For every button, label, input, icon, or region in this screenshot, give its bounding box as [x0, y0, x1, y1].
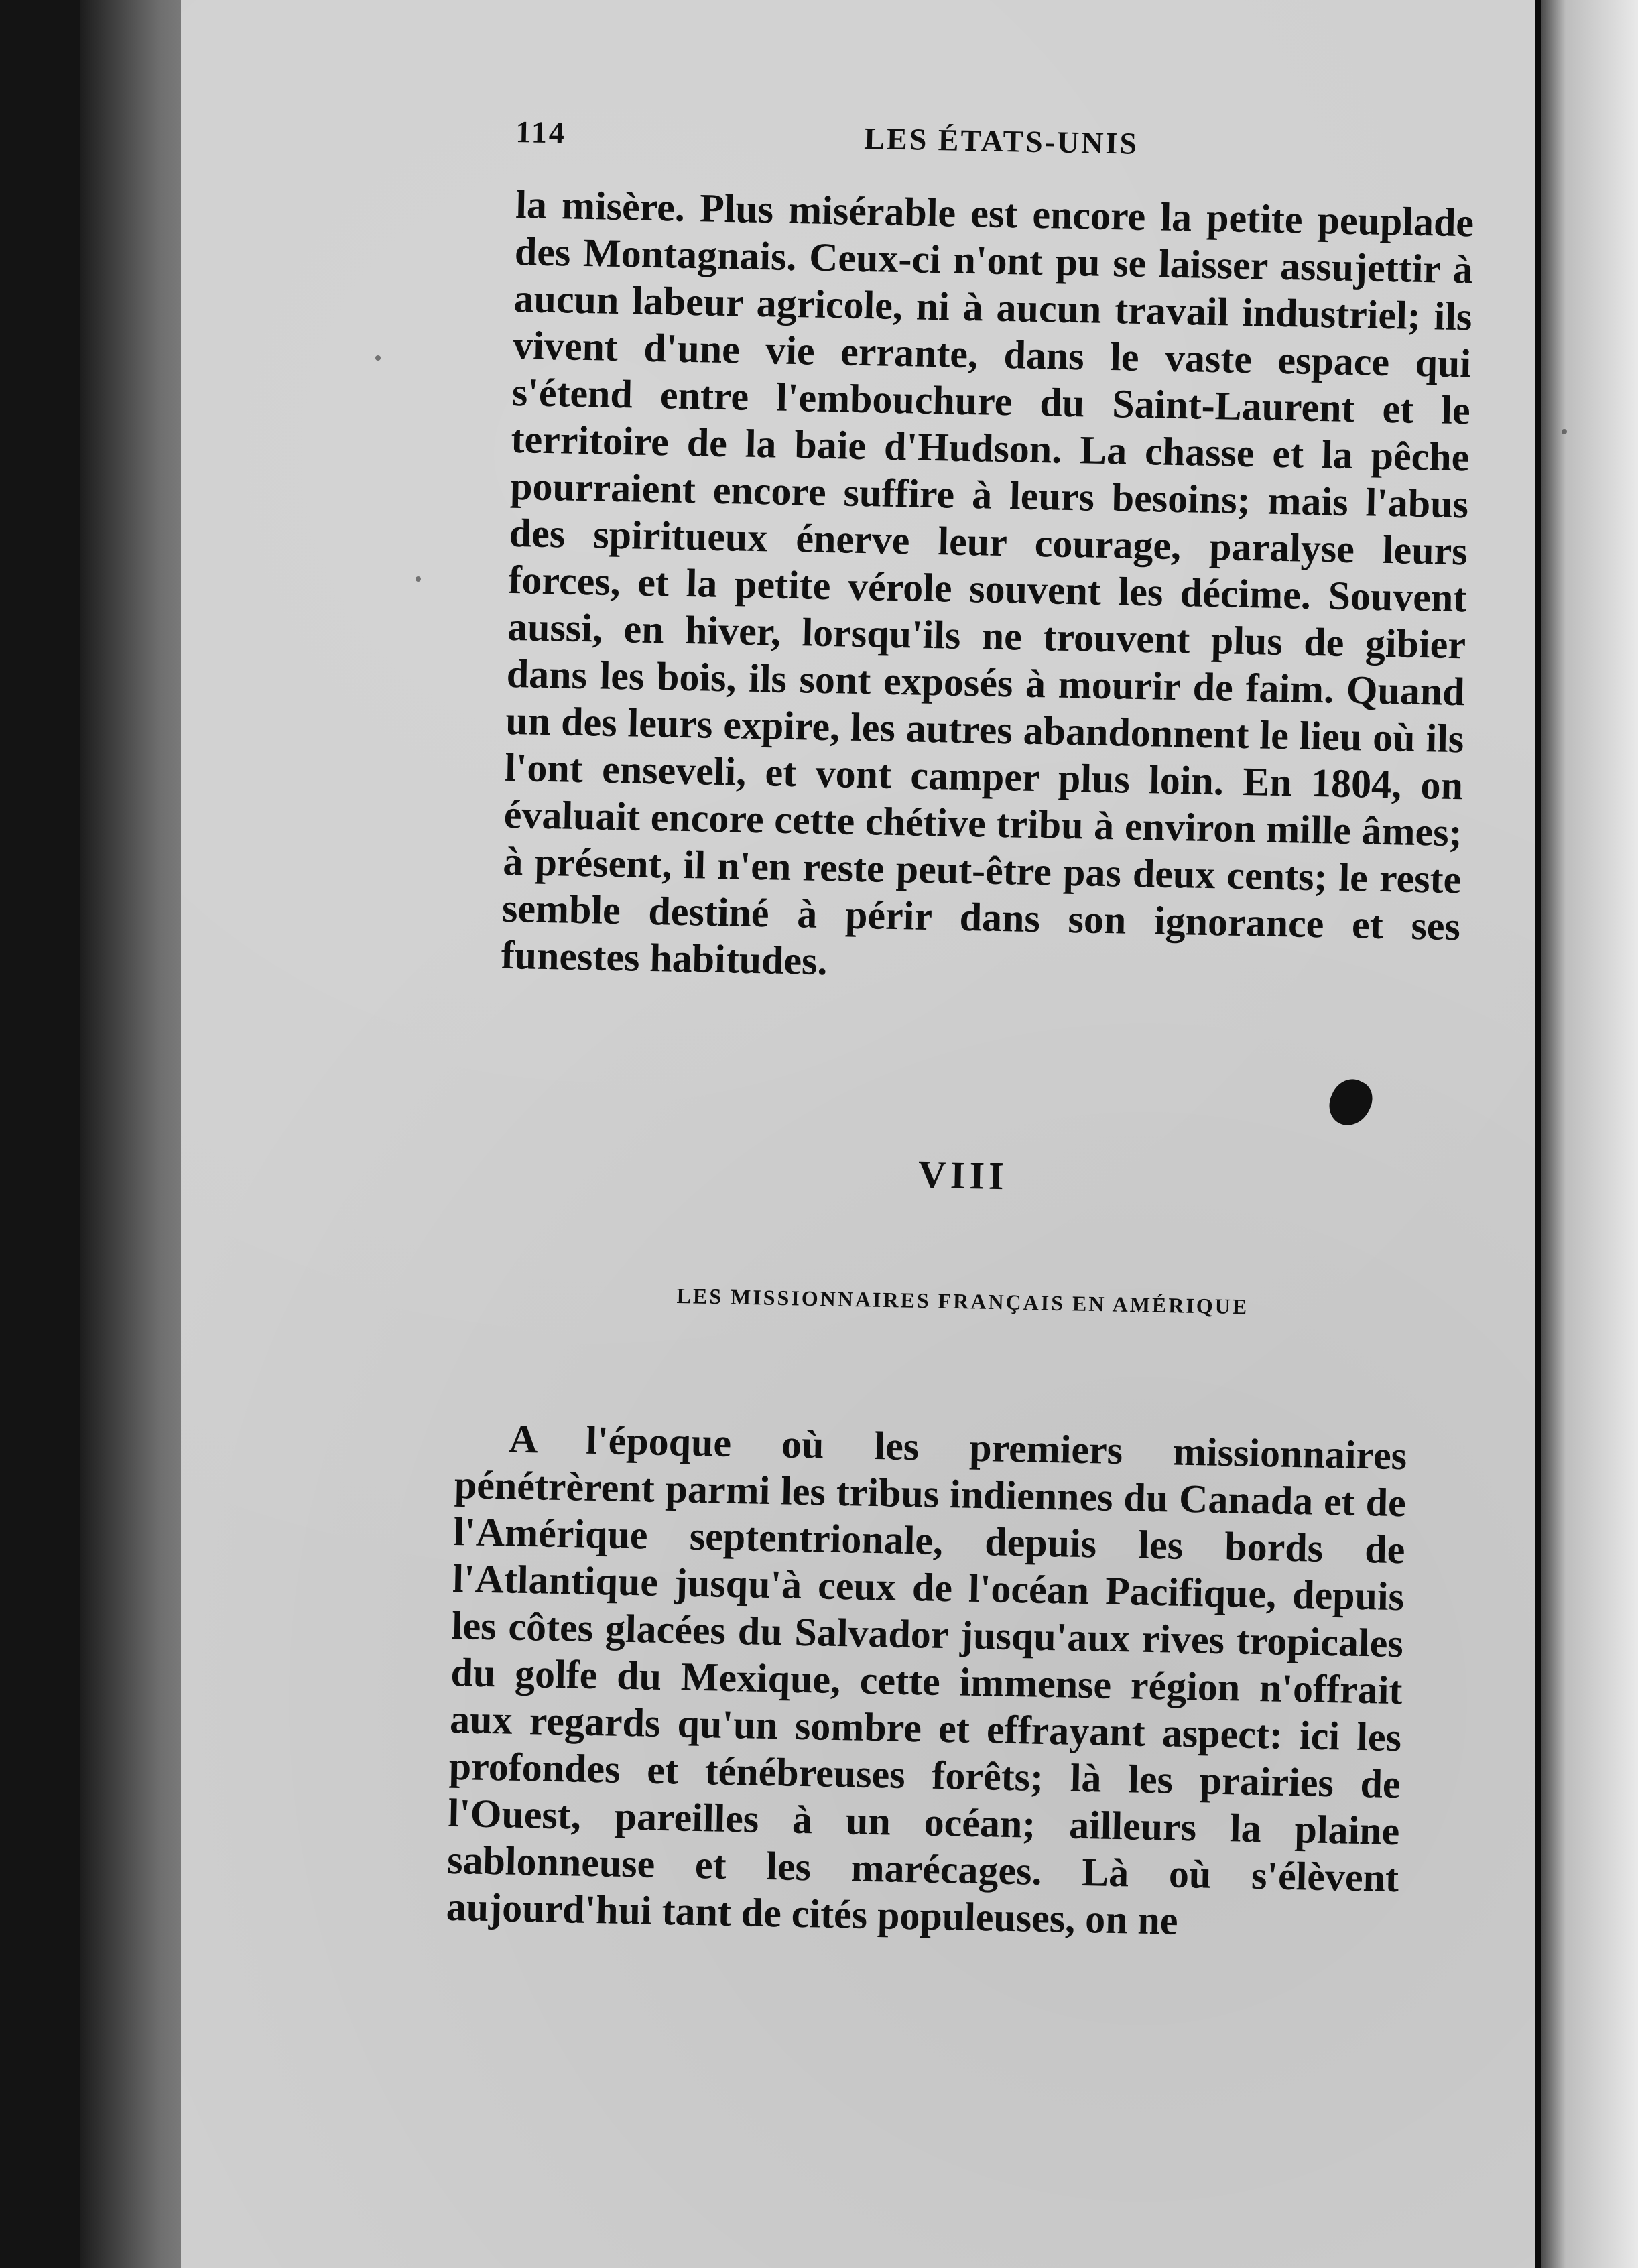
- paragraph-text: A l'époque où les premiers missionnaires pénétrèrent parmi les tribus indiennes du Canada et de l'Amérique septentrionale, depuis les bords de l'Atlantique jusqu'à ceux de l'océan Pacifique, depuis les côtes glacées du Salvador jusqu'aux rives tropicales du golfe du Mexique, cette immense région n'offrait aux regards qu'un sombre et effrayant aspect: ici les profondes et ténébreuses forêts; là les prairies de l'Ouest, pareilles à un océan; ailleurs la plaine sablonneuse et les marécages. Là où s'élèvent aujourd'hui tant de cités populeuses, on ne: [446, 1416, 1407, 1943]
- page-number: 114: [515, 114, 567, 150]
- paper-speck: [1562, 429, 1567, 434]
- chapter-number: VIII: [918, 1152, 1009, 1198]
- paper-speck: [416, 576, 421, 582]
- running-title: LES ÉTATS-UNIS: [863, 121, 1139, 161]
- chapter-opening-paragraph: [446, 1414, 1407, 1948]
- binding-shadow: [1535, 0, 1541, 2268]
- chapter-title: LES MISSIONNAIRES FRANÇAIS EN AMÉRIQUE: [676, 1283, 1249, 1319]
- paragraph-continued: [500, 181, 1474, 1044]
- paper-speck: [375, 355, 381, 361]
- paragraph-text: la misère. Plus misérable est encore la petite peuplade des Montagnais. Ceux-ci n'ont pu se laisser assujettir à aucun labeur agricole, ni à aucun travail industriel; ils vivent d'une vie errante, dans le vaste espace qui s'étend entre l'embouchure du Saint-Laurent et le territoire de la baie d'Hudson. La chasse et la pêche pourraient encore suffire à leurs besoins; mais l'abus des spiritueux énerve leur courage, paralyse leurs forces, et la petite vérole souvent les décime. Souvent aussi, en hiver, lorsqu'ils ne trouvent plus de gibier dans les bois, ils sont exposés à mourir de faim. Quand un des leurs expire, les autres abandonnent le lieu où ils l'ont enseveli, et vont camper plus loin. En 1804, on évaluait encore cette chétive tribu à environ mille âmes; à présent, il n'en reste peut-être pas deux cents; le reste semble destiné à périr dans son ignorance et ses funestes habitudes.: [501, 182, 1474, 984]
- right-margin-strip: [1535, 0, 1638, 2268]
